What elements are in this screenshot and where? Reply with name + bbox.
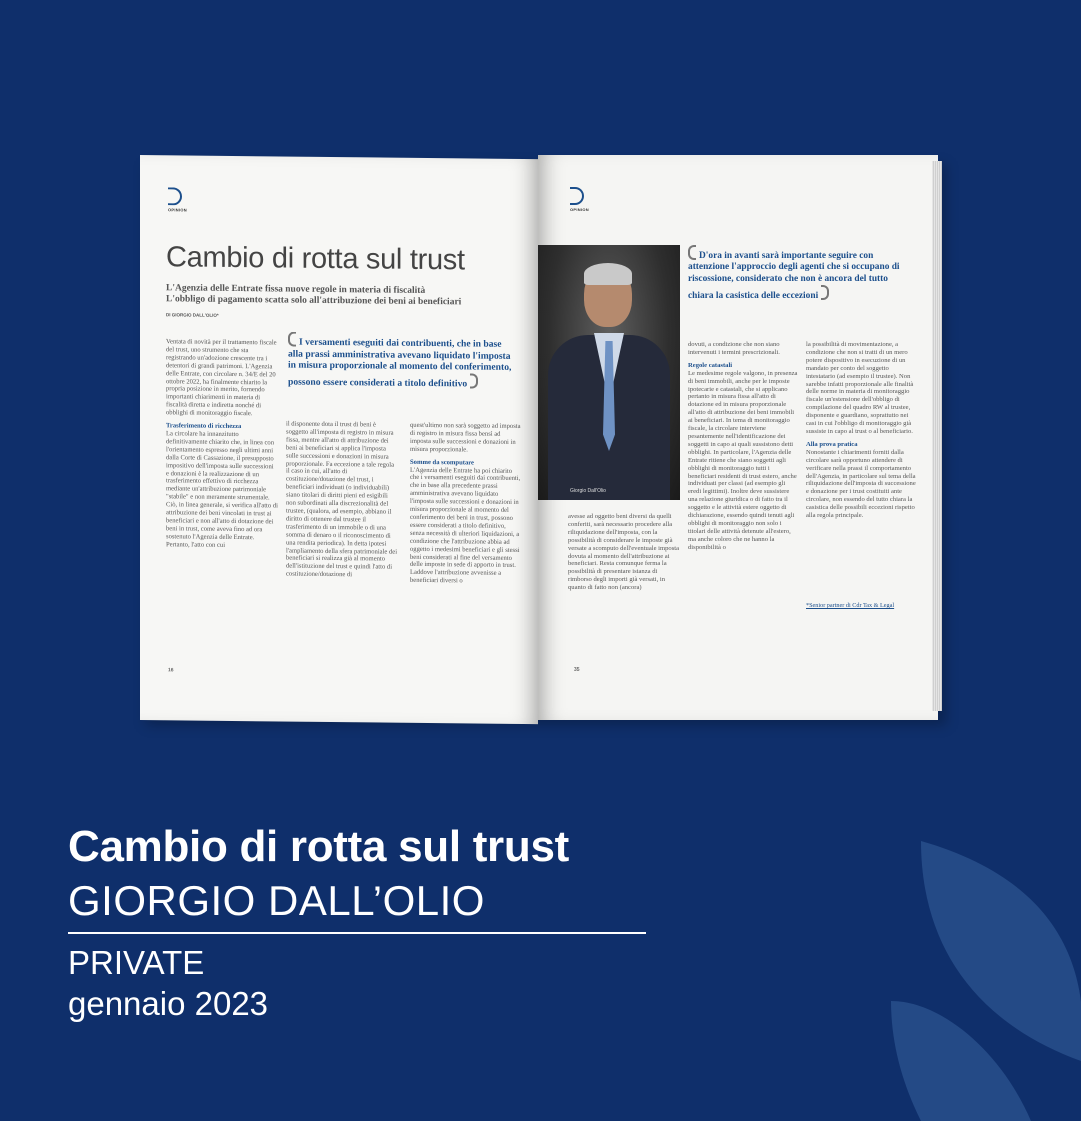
column-3 xyxy=(410,422,522,586)
article-subtitle xyxy=(166,283,526,309)
byline: DI GIORGIO DALL'OLIO* xyxy=(166,312,219,318)
section-label: OPINION xyxy=(168,207,187,213)
leaf-icon xyxy=(881,821,1081,1121)
page-number-right: 35 xyxy=(574,667,580,673)
pull-quote-right xyxy=(688,245,908,303)
caption-author: GIORGIO DALL’OLIO xyxy=(68,877,485,924)
opinion-logo-right xyxy=(570,187,589,212)
photo-caption: Giorgio Dall'Olio xyxy=(570,488,606,494)
subtitle-line-1: L'Agenzia delle Entrate fissa nuove regole in materia di fiscalità xyxy=(166,283,426,296)
column-2 xyxy=(688,341,798,552)
opinion-logo xyxy=(168,187,187,212)
caption-divider xyxy=(68,932,646,934)
author-photo xyxy=(538,245,680,500)
page-edge xyxy=(932,161,942,711)
pull-quote-text: I versamenti eseguiti dai contribuenti, che in base alla prassi amministrativa avevano liquidato l'imposta in misura proporzionale al momento del conferimento, possono essere considerati a titolo definitivo xyxy=(288,336,512,390)
pull-quote-left xyxy=(288,332,518,391)
column-2-body: Le medesime regole valgono, in presenza di beni immobili, anche per le imposte ipotecarie e catastali, che si applicano pertanto in misura fissa all'atto di dotazione ed in misura proporzionale all'atto di attribuzione dei beni immobili ai beneficiari. In tema di monitoraggio fiscale, la circolare interviene pesantemente nell'identificazione dei soggetti in capo ai quali sussistono detti obblighi. In particolare, l'Agenzia delle Entrate ritiene che siano soggetti agli obblighi di monitoraggio tutti i beneficiari residenti di trust estero, anche individuati per classi (ad esempio gli eredi legittimi). Inoltre deve sussistere una relazione giuridica o di fatto tra il soggetto e le attività estere oggetto di dichiarazione, essendo quindi tenuti agli obblighi di monitoraggio non solo i titolari delle attività detenute all'estero, ma anche coloro che ne hanno la disponibilità o xyxy=(688,369,798,551)
quote-mark-icon xyxy=(288,332,296,347)
column-1-body: avesse ad oggetto beni diversi da quelli conferiti, sarà necessario procedere alla riliquidazione dell'imposta, con la possibilità di considerare le imposte già versate a scomputo dell'eventuale imposta dovuta al momento dell'attribuzione ai beneficiari. Resta comunque ferma la possibilità di presentare istanza di rimborso degli importi già versati, in quanto di fatto non (ancora) xyxy=(568,513,680,592)
pull-quote-text: D'ora in avanti sarà importante seguire con attenzione l'approccio degli agenti che si occupano di riscossione, considerato che non è ancora del tutto chiara la casistica delle eccezioni xyxy=(688,251,900,302)
quote-mark-icon xyxy=(470,373,478,388)
opinion-logo-icon xyxy=(570,187,584,205)
right-page xyxy=(538,155,938,720)
footnote: *Senior partner di Cdr Tax & Legal xyxy=(806,602,895,609)
column-2-body: il disponente dota il trust di beni è soggetto all'imposta di registro in misura fissa, mentre all'atto di attribuzione dei beni ai beneficiari si applica l'imposta sulle successioni e donazioni in misura proporzionale. Fa eccezione a tale regola il caso in cui, all'atto di costituzione/dotazione del trust, i beneficiari individuati (o individuabili) siano titolari di diritti pieni ed esigibili non subordinati alla discrezionalità del trustee, (qualora, ad esempio, abbiano il diritto di ottenere dal trustee il trasferimento di un immobile o di una somma di denaro o il riconoscimento di una rendita periodica). In detta ipotesi l'ampliamento della sfera patrimoniale dei beneficiari si realizza già al momento dell'istituzione del trust e quindi l'atto di costituzione/dotazione di xyxy=(286,420,398,579)
caption-title: Cambio di rotta sul trust xyxy=(68,822,569,871)
opinion-logo-icon xyxy=(168,187,182,205)
heading-somme: Somme da scomputare xyxy=(410,458,474,467)
column-3-intro: quest'ultimo non sarà soggetto ad imposta di registro in misura fissa bensì ad imposta sulle successioni e donazioni in misura proporzionale. xyxy=(410,421,521,454)
caption-publication: PRIVATE xyxy=(68,944,205,981)
section-label: OPINION xyxy=(570,207,589,212)
column-3 xyxy=(806,341,918,520)
column-3-intro: la possibilità di movimentazione, a condizione che non si tratti di un mero potere dispositivo in esecuzione di un mandato per conto del soggetto intestatario (ad esempio il trustee). Non sarebbe infatti proporzionale alle finalità delle norme in materia di monitoraggio fiscale un'estensione dell'obbligo di compilazione del quadro RW al trustee, disponente e guardiano, soprattutto nei casi in cui l'obbligo di monitoraggio già sussiste in capo al trust o al beneficiario. xyxy=(806,341,914,435)
quote-mark-icon xyxy=(688,245,696,260)
heading-trasferimento: Trasferimento di ricchezza xyxy=(166,422,242,431)
magazine-spread xyxy=(140,155,940,720)
caption-date: gennaio 2023 xyxy=(68,985,269,1022)
heading-regole: Regole catastali xyxy=(688,361,733,369)
subtitle-line-2: L'obbligo di pagamento scatta solo all'attribuzione dei beni ai beneficiari xyxy=(166,294,462,308)
article-title: Cambio di rotta sul trust xyxy=(166,241,465,277)
column-3-body: L'Agenzia delle Entrate ha poi chiarito che i versamenti eseguiti dai contribuenti, che in base alla precedente prassi amministrativa avevano liquidato l'imposta sulle successioni e donazioni in misura proporzionale al momento del conferimento dei beni in trust, possono essere considerati a titolo definitivo, senza necessità di ulteriori liquidazioni, a condizione che l'attribuzione abbia ad oggetto i medesimi beneficiari e gli stessi beni considerati al fine del versamento delle imposte in sede di apporto in trust. Laddove l'attribuzione avvenisse a beneficiari diversi o xyxy=(410,466,521,585)
column-3-body: Nonostante i chiarimenti forniti dalla circolare sarà opportuno attendere di verificare nella prassi il comportamento dell'Agenzia, in particolare sul tema della riliquidazione dell'imposta di successione e donazione per i trust costituiti ante circolare, non essendo del tutto chiara la casistica delle possibili eccezioni rispetto alla regola principale. xyxy=(806,448,916,520)
page-number-left: 16 xyxy=(168,667,174,674)
column-2 xyxy=(286,421,398,580)
column-1-body: La circolare ha innanzitutto definitivamente chiarito che, in linea con l'orientamento espresso negli ultimi anni dalla Corte di Cassazione, il presupposto impositivo dell'imposta sulle successioni e donazioni è la realizzazione di un trasferimento effettivo di ricchezza mediante un'attribuzione patrimoniale "stabile" e non meramente strumentale. Ciò, in linea generale, si verifica all'atto di attribuzione dei beni vincolati in trust ai beneficiari e non all'atto di dotazione dei beni in trust, come aveva fino ad ora sostenuto l'Agenzia delle Entrate. Pertanto, l'atto con cui xyxy=(166,430,278,549)
column-1 xyxy=(568,513,680,592)
column-2-intro: dovuti, a condizione che non siano intervenuti i termini prescrizionali. xyxy=(688,341,780,356)
column-1-intro: Ventata di novità per il trattamento fiscale del trust, uno strumento che sta registrando un'adozione crescente tra i detentori di grandi patrimoni. L'Agenzia delle Entrate, con circolare n. 34/E del 20 ottobre 2022, ha finalmente chiarito la propria posizione in merito, fornendo importanti chiarimenti in materia di fiscalità diretta e indiretta nonché di obblighi di monitoraggio fiscale. xyxy=(166,338,277,418)
column-1 xyxy=(166,338,278,550)
left-page xyxy=(140,155,538,724)
quote-mark-icon xyxy=(821,285,829,300)
photo-hair xyxy=(584,263,632,285)
heading-prova: Alla prova pratica xyxy=(806,440,858,448)
